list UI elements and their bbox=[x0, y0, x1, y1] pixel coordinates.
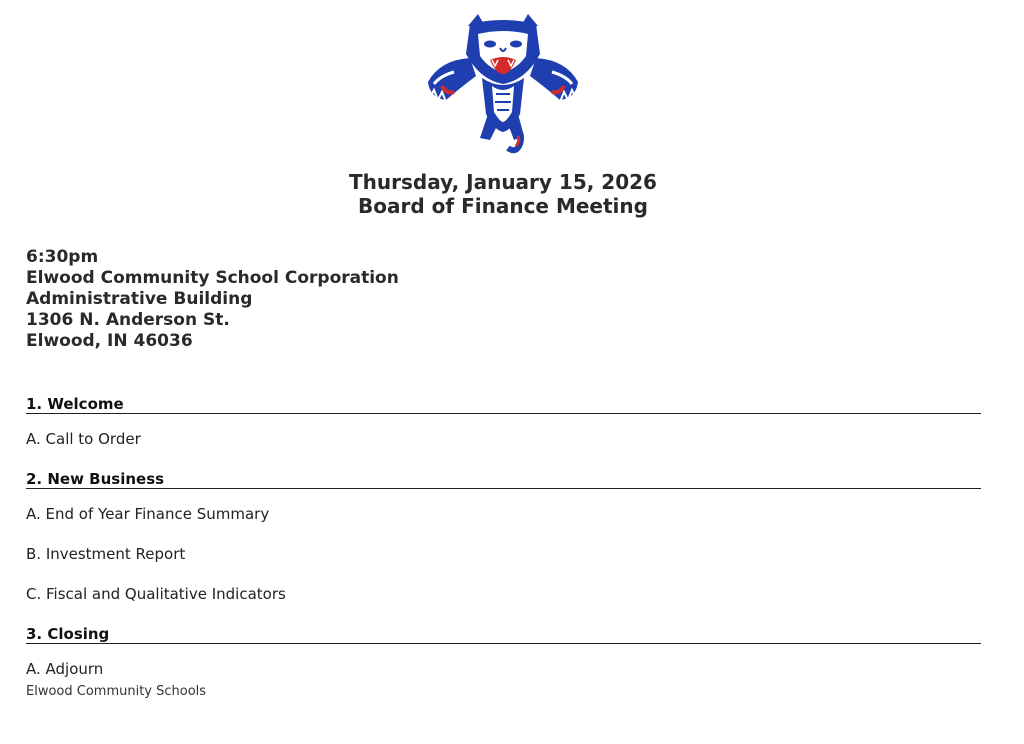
agenda-item: A. Adjourn bbox=[26, 660, 104, 678]
meeting-title: Board of Finance Meeting bbox=[358, 194, 648, 218]
agenda-item: A. Call to Order bbox=[26, 430, 141, 448]
section-heading: 1. Welcome bbox=[26, 395, 981, 414]
agenda-item: A. End of Year Finance Summary bbox=[26, 505, 270, 523]
meeting-time: 6:30pm bbox=[26, 247, 99, 267]
panther-mascot-icon bbox=[420, 14, 586, 154]
agenda-item: C. Fiscal and Qualitative Indicators bbox=[26, 585, 286, 603]
meeting-location bbox=[26, 247, 399, 352]
footer-text: Elwood Community Schools bbox=[26, 684, 207, 699]
agenda bbox=[26, 395, 981, 678]
section-heading: 3. Closing bbox=[26, 625, 981, 644]
panther-logo bbox=[420, 14, 586, 154]
street-address: 1306 N. Anderson St. bbox=[26, 310, 230, 330]
city-state-zip: Elwood, IN 46036 bbox=[26, 331, 193, 351]
building-name: Administrative Building bbox=[26, 289, 253, 309]
title-block bbox=[0, 170, 1006, 218]
agenda-item: B. Investment Report bbox=[26, 545, 186, 563]
section-heading: 2. New Business bbox=[26, 470, 981, 489]
organization-name: Elwood Community School Corporation bbox=[26, 268, 399, 288]
meeting-date: Thursday, January 15, 2026 bbox=[349, 170, 657, 194]
